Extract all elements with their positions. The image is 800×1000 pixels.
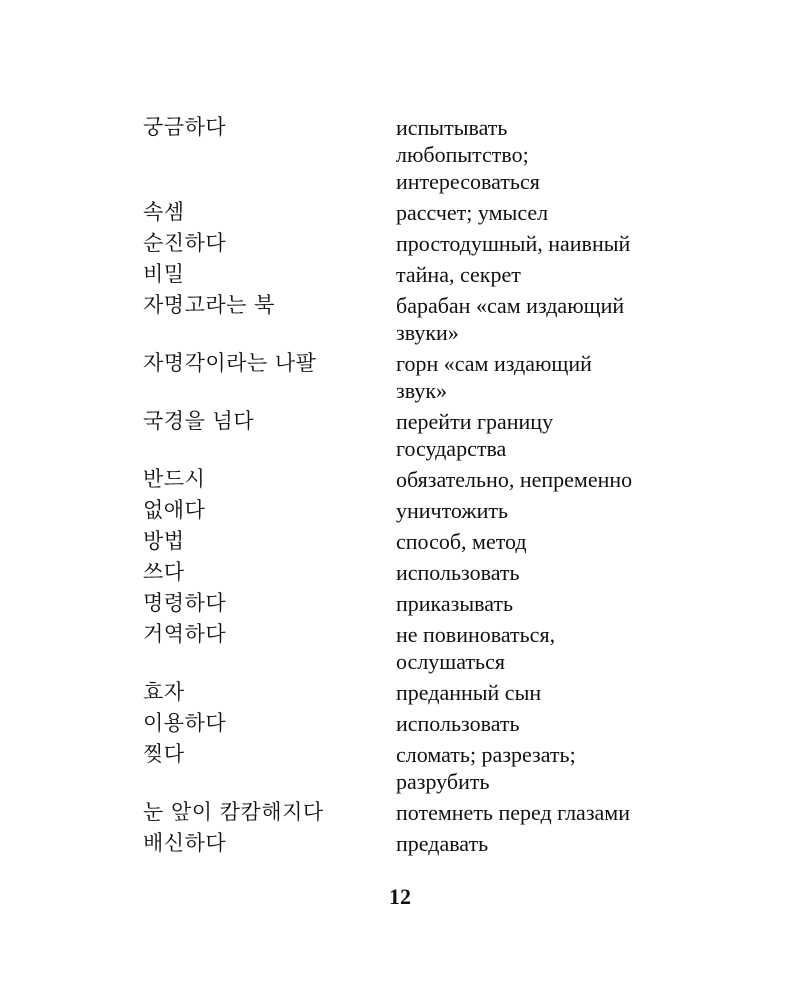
translation-line: звук» bbox=[396, 378, 448, 403]
translation-line: ослушаться bbox=[396, 649, 505, 674]
russian-translation bbox=[396, 112, 776, 197]
korean-term: 자명각이라는 나팔 bbox=[143, 351, 317, 375]
russian-translation bbox=[396, 677, 776, 708]
glossary-entry bbox=[0, 526, 800, 557]
translation-line: потемнеть перед глазами bbox=[396, 800, 630, 825]
translation-line: любопытство; bbox=[396, 142, 529, 167]
glossary-entry bbox=[0, 677, 800, 708]
glossary-entry bbox=[0, 228, 800, 259]
russian-translation bbox=[396, 406, 776, 464]
korean-term: 궁금하다 bbox=[143, 115, 227, 139]
translation-line: предавать bbox=[396, 831, 489, 856]
russian-translation bbox=[396, 197, 776, 228]
glossary-entry bbox=[0, 739, 800, 797]
korean-term: 속셈 bbox=[143, 200, 185, 224]
translation-line: способ, метод bbox=[396, 529, 527, 554]
glossary-entry bbox=[0, 588, 800, 619]
translation-line: использовать bbox=[396, 560, 520, 585]
translation-line: горн «сам издающий bbox=[396, 351, 592, 376]
translation-line: простодушный, наивный bbox=[396, 231, 631, 256]
translation-line: сломать; разрезать; bbox=[396, 742, 576, 767]
korean-term: 거역하다 bbox=[143, 622, 227, 646]
translation-line: преданный сын bbox=[396, 680, 542, 705]
translation-line: испытывать bbox=[396, 115, 508, 140]
russian-translation bbox=[396, 708, 776, 739]
russian-translation bbox=[396, 259, 776, 290]
russian-translation bbox=[396, 797, 776, 828]
korean-term: 자명고라는 북 bbox=[143, 293, 275, 317]
page-number: 12 bbox=[389, 884, 411, 909]
translation-line: обязательно, непременно bbox=[396, 467, 633, 492]
korean-term: 국경을 넘다 bbox=[143, 409, 255, 433]
translation-line: перейти границу bbox=[396, 409, 554, 434]
glossary-entry bbox=[0, 259, 800, 290]
glossary-entry bbox=[0, 828, 800, 859]
translation-line: не повиноваться, bbox=[396, 622, 556, 647]
russian-translation bbox=[396, 348, 776, 406]
russian-translation bbox=[396, 228, 776, 259]
russian-translation bbox=[396, 557, 776, 588]
glossary-list bbox=[0, 112, 800, 859]
korean-term: 효자 bbox=[143, 680, 185, 704]
russian-translation bbox=[396, 495, 776, 526]
korean-term: 배신하다 bbox=[143, 831, 227, 855]
korean-term: 반드시 bbox=[143, 467, 206, 491]
translation-line: уничтожить bbox=[396, 498, 509, 523]
glossary-entry bbox=[0, 348, 800, 406]
russian-translation bbox=[396, 526, 776, 557]
translation-line: приказывать bbox=[396, 591, 514, 616]
glossary-entry bbox=[0, 557, 800, 588]
russian-translation bbox=[396, 828, 776, 859]
glossary-entry bbox=[0, 406, 800, 464]
translation-line: использовать bbox=[396, 711, 520, 736]
glossary-entry bbox=[0, 495, 800, 526]
glossary-entry bbox=[0, 197, 800, 228]
russian-translation bbox=[396, 588, 776, 619]
russian-translation bbox=[396, 739, 776, 797]
translation-line: государства bbox=[396, 436, 507, 461]
korean-term: 명령하다 bbox=[143, 591, 227, 615]
translation-line: звуки» bbox=[396, 320, 459, 345]
glossary-entry bbox=[0, 112, 800, 197]
translation-line: разрубить bbox=[396, 769, 490, 794]
korean-term: 비밀 bbox=[143, 262, 185, 286]
korean-term: 없애다 bbox=[143, 498, 206, 522]
glossary-entry bbox=[0, 290, 800, 348]
translation-line: интересоваться bbox=[396, 169, 540, 194]
korean-term: 순진하다 bbox=[143, 231, 227, 255]
russian-translation bbox=[396, 619, 776, 677]
korean-term: 이용하다 bbox=[143, 711, 227, 735]
translation-line: барабан «сам издающий bbox=[396, 293, 625, 318]
translation-line: рассчет; умысел bbox=[396, 200, 549, 225]
glossary-entry bbox=[0, 797, 800, 828]
korean-term: 방법 bbox=[143, 529, 185, 553]
korean-term: 눈 앞이 캄캄해지다 bbox=[143, 800, 324, 824]
translation-line: тайна, секрет bbox=[396, 262, 521, 287]
russian-translation bbox=[396, 290, 776, 348]
korean-term: 찢다 bbox=[143, 742, 185, 766]
korean-term: 쓰다 bbox=[143, 560, 185, 584]
glossary-entry bbox=[0, 708, 800, 739]
russian-translation bbox=[396, 464, 776, 495]
glossary-entry bbox=[0, 464, 800, 495]
glossary-entry bbox=[0, 619, 800, 677]
